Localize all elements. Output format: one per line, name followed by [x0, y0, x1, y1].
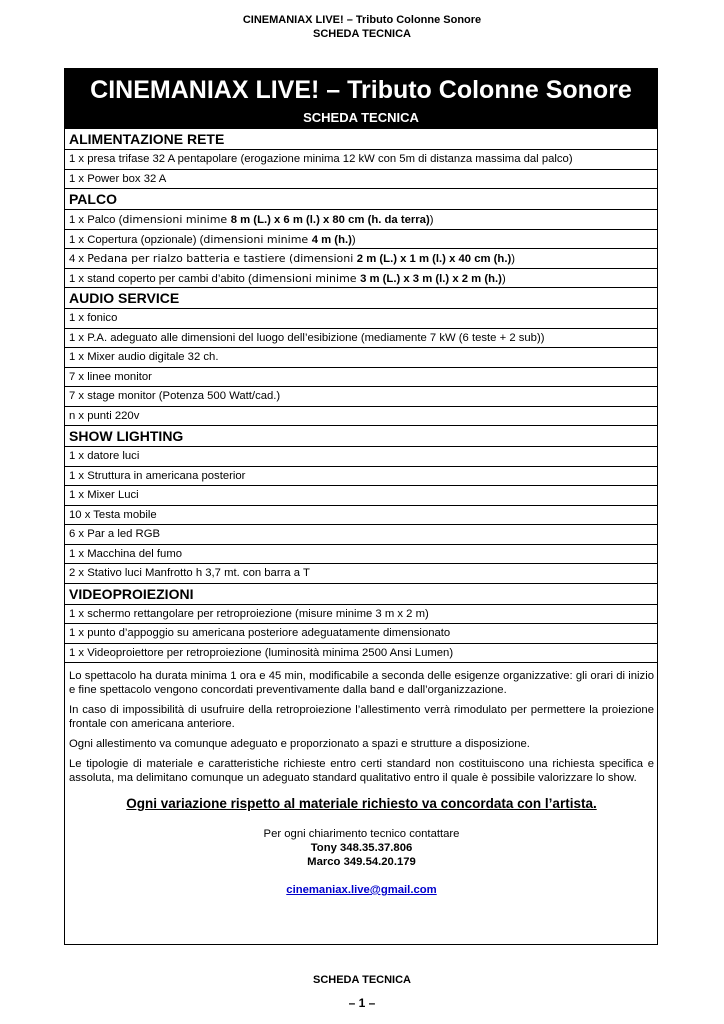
section-title-alimentazione: ALIMENTAZIONE RETE: [65, 129, 657, 150]
row-text: 1 x Palco (: [69, 214, 123, 226]
page-footer: SCHEDA TECNICA: [313, 974, 411, 986]
section-title-video: VIDEOPROIEZIONI: [65, 584, 657, 605]
variation-notice: Ogni variazione rispetto al materiale richiesto va concordata con l’artista.: [126, 796, 597, 811]
table-row: 6 x Par a led RGB: [65, 525, 657, 545]
table-row: 1 x datore luci: [65, 447, 657, 467]
table-row: 1 x Struttura in americana posterior: [65, 467, 657, 487]
table-row: 1 x Videoproiettore per retroproiezione (luminosità minima 2500 Ansi Lumen): [65, 644, 657, 664]
table-row: 1 x Power box 32 A: [65, 170, 657, 190]
table-row: 2 x Stativo luci Manfrotto h 3,7 mt. con barra a T: [65, 564, 657, 584]
banner-subtitle: SCHEDA TECNICA: [303, 110, 419, 125]
table-row: 1 x Macchina del fumo: [65, 545, 657, 565]
note-paragraph: In caso di impossibilità di usufruire della retroproiezione l’allestimento verrà rimodulato per permettere la proiezione frontale con americana anteriore.: [69, 704, 654, 730]
email-link[interactable]: cinemaniax.live@gmail.com: [286, 884, 437, 896]
header-title: CINEMANIAX LIVE! – Tributo Colonne Sonore: [242, 14, 482, 26]
row-dimensions: 8 m (L.) x 6 m (l.) x 80 cm (h. da terra): [230, 214, 430, 226]
row-text-end: ): [501, 272, 506, 285]
table-row: 1 x Mixer audio digitale 32 ch.: [65, 348, 657, 368]
row-text-alt: dimensioni minime: [122, 213, 231, 226]
row-text-end: ): [429, 214, 434, 226]
banner-title: CINEMANIAX LIVE! – Tributo Colonne Sonore: [90, 76, 632, 104]
notes-section: [65, 663, 657, 897]
note-paragraph: Ogni allestimento va comunque adeguato e proporzionato a spazi e strutture a disposizione.: [69, 738, 530, 750]
table-row: 1 x P.A. adeguato alle dimensioni del luogo dell’esibizione (mediamente 7 kW (6 teste + 2 sub)): [65, 329, 657, 349]
section-title-audio: AUDIO SERVICE: [65, 288, 657, 309]
contact-intro: Per ogni chiarimento tecnico contattare: [263, 828, 460, 840]
title-banner: [65, 69, 657, 129]
row-text-end: ): [511, 253, 515, 265]
table-row: 10 x Testa mobile: [65, 506, 657, 526]
row-dimensions: 2 m (L.) x 1 m (l.) x 40 cm (h.): [356, 253, 512, 265]
contact-tony: Tony 348.35.37.806: [310, 842, 413, 854]
row-text-end: ): [351, 233, 356, 246]
note-paragraph: Lo spettacolo ha durata minima 1 ora e 45 min, modificabile a seconda delle esigenze organizzative: gli orari di inizio e fine spettacolo vengono concordati preventivamente dalla band e dall’organizzazione.: [69, 670, 654, 696]
contact-block: [69, 827, 654, 897]
table-row: n x punti 220v: [65, 407, 657, 427]
table-row: [65, 269, 657, 289]
row-text-alt: dimensioni minime: [203, 232, 312, 246]
table-row: 1 x fonico: [65, 309, 657, 329]
row-text-alt: Pedana per rialzo batteria e tastiere (dimensioni: [87, 252, 357, 265]
header-subtitle: SCHEDA TECNICA: [313, 28, 411, 40]
table-row: [65, 230, 657, 250]
page-header: [0, 13, 724, 41]
table-row: 1 x Mixer Luci: [65, 486, 657, 506]
row-dimensions: 4 m (h.): [311, 233, 352, 246]
row-text-alt: dimensioni minime: [251, 271, 361, 285]
table-row: [65, 249, 657, 269]
row-text: 4 x: [69, 253, 88, 265]
table-row: 1 x schermo rettangolare per retroproiezione (misure minime 3 m x 2 m): [65, 605, 657, 625]
table-row: 1 x presa trifase 32 A pentapolare (erogazione minima 12 kW con 5m di distanza massima dal palco): [65, 150, 657, 170]
tech-sheet: [64, 68, 658, 945]
table-row: 7 x linee monitor: [65, 368, 657, 388]
section-title-lighting: SHOW LIGHTING: [65, 426, 657, 447]
page-number: – 1 –: [348, 996, 376, 1010]
row-text: 1 x Copertura (opzionale) (: [69, 233, 204, 246]
row-dimensions: 3 m (L.) x 3 m (l.) x 2 m (h.): [360, 272, 502, 285]
contact-marco: Marco 349.54.20.179: [307, 856, 416, 868]
table-row: 7 x stage monitor (Potenza 500 Watt/cad.): [65, 387, 657, 407]
row-text: 1 x stand coperto per cambi d’abito (: [69, 272, 252, 285]
table-row: 1 x punto d’appoggio su americana posteriore adeguatamente dimensionato: [65, 624, 657, 644]
section-title-palco: PALCO: [65, 189, 657, 210]
table-row: [65, 210, 657, 230]
note-paragraph: Le tipologie di materiale e caratteristiche richieste entro certi standard non costituiscono una richiesta specifica e assoluta, ma delimitano comunque un adeguato standard qualitativo entro il quale è possibile valorizzare lo show.: [69, 758, 654, 784]
